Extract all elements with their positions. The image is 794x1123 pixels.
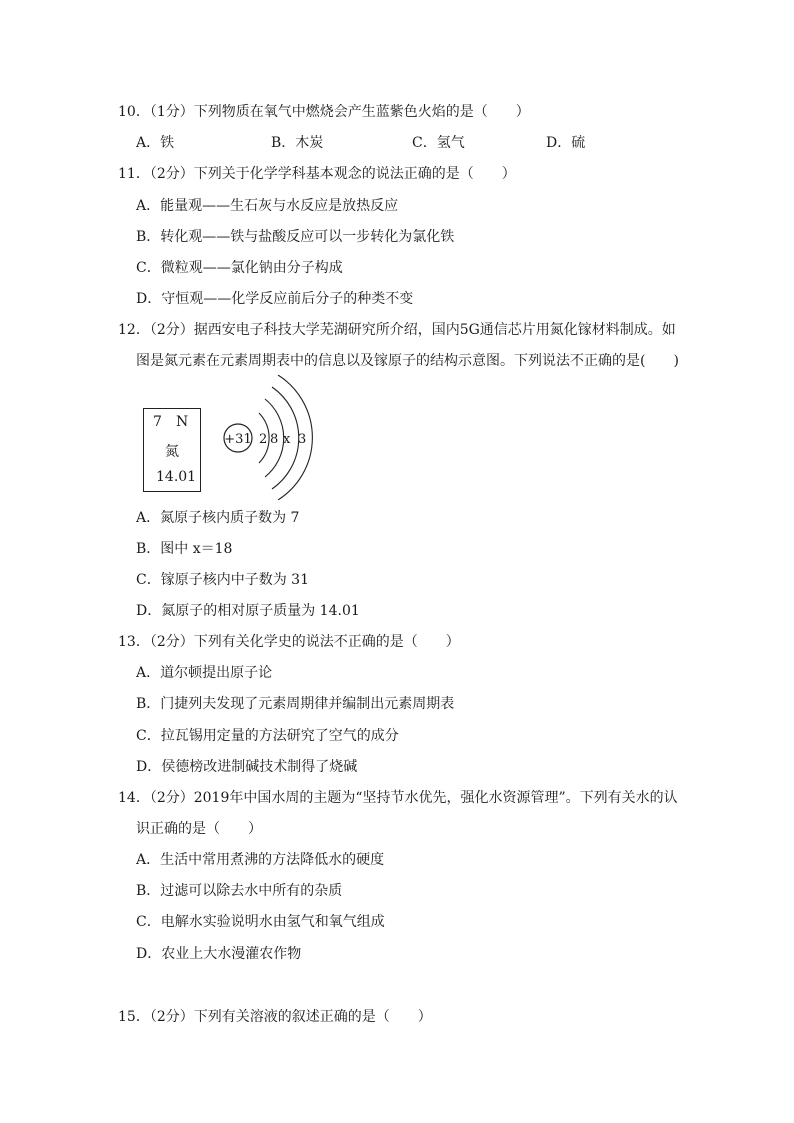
question-11-option-d: D．守恒观——化学反应前后分子的种类不变 (136, 291, 414, 307)
gallium-atom-structure-diagram (222, 375, 332, 500)
question-13-option-b: B．门捷列夫发现了元素周期律并编制出元素周期表 (136, 696, 455, 712)
question-12-option-a: A．氮原子核内质子数为 7 (136, 510, 300, 526)
question-15-stem: 15．（2分）下列有关溶液的叙述正确的是（ ） (118, 1009, 432, 1025)
question-12-option-b: B．图中 x＝18 (136, 541, 233, 557)
question-11-option-a: A．能量观——生石灰与水反应是放热反应 (136, 198, 399, 214)
question-13-option-c: C．拉瓦锡用定量的方法研究了空气的成分 (136, 728, 399, 744)
question-14-option-d: D．农业上大水漫灌农作物 (136, 946, 302, 962)
question-14-stem-line-2: 识正确的是（ ） (136, 821, 262, 837)
shell-4-electrons: 3 (298, 432, 307, 447)
question-13-stem: 13．（2分）下列有关化学史的说法不正确的是（ ） (118, 634, 460, 650)
option-a: A．铁 (136, 135, 175, 151)
question-12-figure (140, 375, 340, 500)
question-12-option-d: D．氮原子的相对原子质量为 14.01 (136, 603, 360, 619)
periodic-table-cell (143, 408, 201, 492)
atomic-number: 7 (153, 414, 162, 430)
question-14-option-b: B．过滤可以除去水中所有的杂质 (136, 883, 343, 899)
element-symbol: N (176, 414, 189, 430)
question-13-option-a: A．道尔顿提出原子论 (136, 665, 273, 681)
question-11-option-c: C．微粒观——氯化钠由分子构成 (136, 260, 343, 276)
question-11-stem: 11．（2分）下列关于化学学科基本观念的说法正确的是（ ） (118, 166, 516, 182)
shell-1-electrons: 2 (259, 432, 268, 447)
question-12-option-c: C．镓原子核内中子数为 31 (136, 572, 309, 588)
question-14-option-c: C．电解水实验说明水由氢气和氧气组成 (136, 914, 385, 930)
question-10-stem: 10．（1分）下列物质在氧气中燃烧会产生蓝紫色火焰的是（ ） (118, 104, 530, 120)
question-10-options (136, 134, 696, 152)
option-c: C．氢气 (412, 135, 465, 151)
atomic-mass: 14.01 (156, 469, 197, 485)
option-b: B．木炭 (271, 135, 324, 151)
question-12-stem-line-2: 图是氮元素在元素周期表中的信息以及镓原子的结构示意图。下列说法不正确的是( ) (136, 353, 679, 369)
option-d: D．硫 (546, 135, 586, 151)
element-name: 氮 (165, 444, 179, 460)
question-14-stem-line-1: 14．（2分）2019年中国水周的主题为“坚持节水优先，强化水资源管理”。下列有关水的认 (118, 790, 678, 806)
question-13-option-d: D．侯德榜改进制碱技术制得了烧碱 (136, 759, 358, 775)
question-14-option-a: A．生活中常用煮沸的方法降低水的硬度 (136, 852, 385, 868)
question-11-option-b: B．转化观——铁与盐酸反应可以一步转化为氯化铁 (136, 229, 455, 245)
shell-2-electrons: 8 (270, 432, 279, 447)
nucleus-charge: +31 (224, 432, 252, 447)
shell-3-electrons: x (283, 432, 291, 447)
question-12-stem-line-1: 12．（2分）据西安电子科技大学芜湖研究所介绍，国内5G通信芯片用氮化镓材料制成。如 (118, 322, 676, 338)
